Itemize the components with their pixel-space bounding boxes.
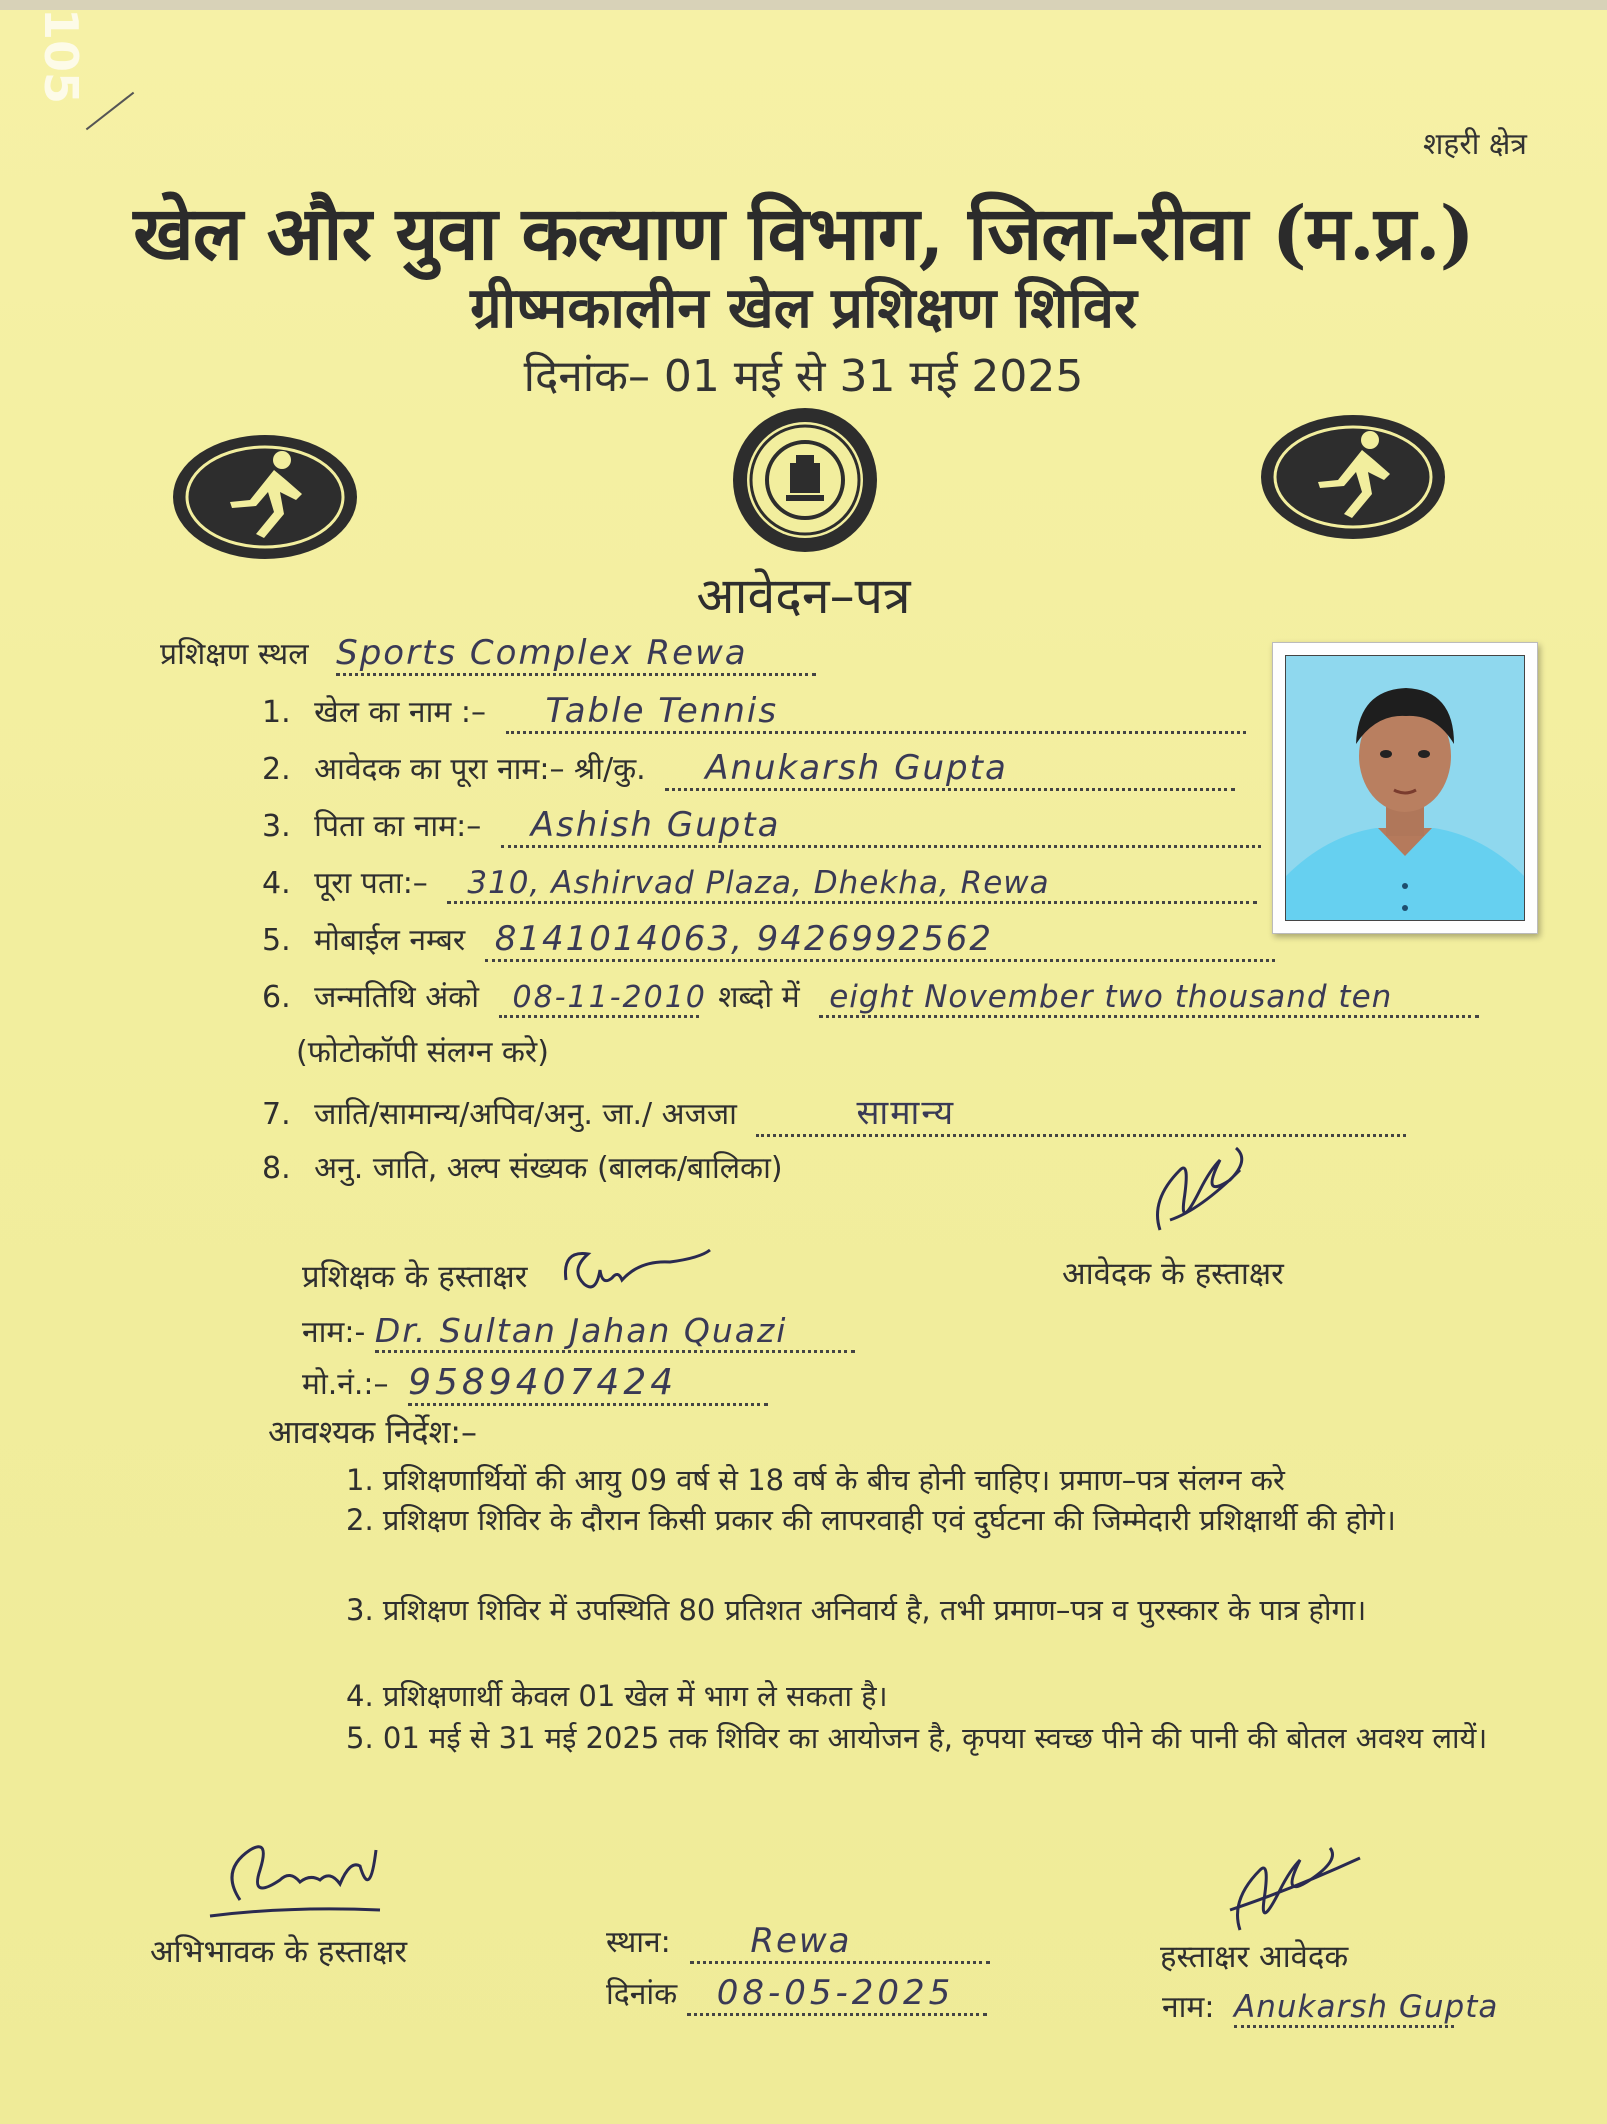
field-address xyxy=(262,861,1257,904)
sports-runner-logo-right xyxy=(1258,410,1448,545)
instruction-item: 4. प्रशिक्षणार्थी केवल 01 खेल में भाग ले सकता है। xyxy=(346,1679,888,1713)
field-minority xyxy=(262,1146,783,1187)
page-number: 105 xyxy=(34,8,88,105)
applicant-signature-label: आवेदक के हस्ताक्षर xyxy=(1062,1256,1284,1292)
trainer-signature xyxy=(560,1240,720,1300)
place-label: स्थान: xyxy=(606,1925,671,1960)
mp-government-emblem xyxy=(730,405,880,555)
applicant-name-value: Anukarsh Gupta xyxy=(705,748,1008,788)
applicant-signature-upper xyxy=(1140,1140,1260,1250)
dob-words-input[interactable] xyxy=(819,979,1479,1018)
dob-digits-input[interactable] xyxy=(499,980,707,1018)
field-caste xyxy=(262,1088,1406,1137)
field-label: जन्मतिथि अंको xyxy=(314,980,479,1015)
camp-title: ग्रीष्मकालीन खेल प्रशिक्षण शिविर xyxy=(470,275,1137,341)
field-label: जाति/सामान्य/अपिव/अनु. जा./ अजजा xyxy=(314,1097,737,1132)
instructions-heading: आवश्यक निर्देश:– xyxy=(268,1413,477,1451)
field-number: 5. xyxy=(262,923,291,958)
applicant-photo xyxy=(1272,642,1538,934)
field-dob xyxy=(262,975,1479,1018)
instruction-item: 1. प्रशिक्षणार्थियों की आयु 09 वर्ष से 18 वर्ष के बीच होनी चाहिए। प्रमाण–पत्र संलग्न करे xyxy=(346,1463,1285,1497)
date-label: दिनांक xyxy=(606,1977,678,2012)
dob-words-value: eight November two thousand ten xyxy=(829,979,1393,1015)
field-number: 4. xyxy=(262,866,291,901)
field-label: आवेदक का पूरा नाम:– श्री/कु. xyxy=(314,752,646,787)
top-edge-strip xyxy=(0,0,1607,10)
field-label: खेल का नाम :– xyxy=(314,695,486,730)
field-mobile xyxy=(262,918,1275,962)
instruction-item: 5. 01 मई से 31 मई 2025 तक शिविर का आयोजन है, कृपया स्वच्छ पीने की पानी की बोतल अवश्य लायें। xyxy=(346,1721,1488,1755)
field-number: 1. xyxy=(262,695,291,730)
address-input[interactable] xyxy=(447,865,1257,904)
photocopy-note: (फोटोकॉपी संलग्न करे) xyxy=(296,1035,549,1070)
caste-value: सामान्य xyxy=(856,1093,956,1133)
venue-row xyxy=(160,632,816,676)
department-title: खेल और युवा कल्याण विभाग, जिला-रीवा (म.प्र.) xyxy=(133,191,1474,277)
form-title: आवेदन–पत्र xyxy=(696,567,911,625)
mobile-input[interactable] xyxy=(485,919,1275,962)
dob-words-label: शब्दो में xyxy=(718,980,800,1015)
field-number: 6. xyxy=(262,980,291,1015)
trainer-mobile-value: 9589407424 xyxy=(408,1362,678,1403)
instruction-item: 3. प्रशिक्षण शिविर में उपस्थिति 80 प्रतिशत अनिवार्य है, तभी प्रमाण–पत्र व पुरस्कार के पात्र होगा। xyxy=(346,1593,1367,1627)
venue-value: Sports Complex Rewa xyxy=(336,633,748,673)
trainer-name-label: नाम:- xyxy=(302,1315,366,1350)
instruction-item: 2. प्रशिक्षण शिविर के दौरान किसी प्रकार की लापरवाही एवं दुर्घटना की जिम्मेदारी प्रशिक्षार्थी की होगे। xyxy=(346,1503,1396,1537)
address-value: 310, Ashirvad Plaza, Dhekha, Rewa xyxy=(467,865,1050,901)
place-value: Rewa xyxy=(750,1921,852,1961)
father-name-value: Ashish Gupta xyxy=(530,805,781,845)
caste-input[interactable] xyxy=(756,1088,1406,1137)
applicant-name-input[interactable] xyxy=(665,748,1235,791)
applicant-portrait xyxy=(1286,656,1524,920)
field-number: 7. xyxy=(262,1097,291,1132)
applicant-name-bottom-row xyxy=(1162,1985,1499,2028)
applicant-name-bottom-label: नाम: xyxy=(1162,1990,1215,2025)
applicant-signature-label-bottom: हस्ताक्षर आवेदक xyxy=(1160,1939,1349,1975)
field-label: अनु. जाति, अल्प संख्यक (बालक/बालिका) xyxy=(314,1151,783,1186)
field-father-name xyxy=(262,804,1261,848)
sports-runner-logo-left xyxy=(170,430,360,565)
trainer-name-value: Dr. Sultan Jahan Quazi xyxy=(374,1311,788,1350)
field-number: 8. xyxy=(262,1151,291,1186)
date-input[interactable] xyxy=(687,1973,987,2016)
area-label: शहरी क्षेत्र xyxy=(1423,127,1527,162)
trainer-name-row xyxy=(302,1310,855,1353)
place-input[interactable] xyxy=(690,1921,990,1964)
sport-name-input[interactable] xyxy=(506,691,1246,734)
field-label: मोबाईल नम्बर xyxy=(314,923,466,958)
guardian-signature-label: अभिभावक के हस्ताक्षर xyxy=(150,1934,408,1970)
dob-digits-value: 08-11-2010 xyxy=(512,980,707,1015)
camp-dates: दिनांक– 01 मई से 31 मई 2025 xyxy=(523,351,1084,402)
sport-name-value: Table Tennis xyxy=(545,691,779,731)
date-row xyxy=(606,1972,987,2016)
guardian-signature xyxy=(200,1830,400,1930)
place-row xyxy=(606,1920,990,1964)
trainer-name-input[interactable] xyxy=(375,1311,855,1353)
field-sport-name xyxy=(262,690,1246,734)
applicant-name-bottom-input[interactable] xyxy=(1234,1989,1499,2028)
field-applicant-name xyxy=(262,747,1235,791)
applicant-name-bottom-value: Anukarsh Gupta xyxy=(1234,1989,1499,2025)
applicant-signature-bottom xyxy=(1220,1840,1370,1940)
field-label: पूरा पता:– xyxy=(314,866,428,901)
father-name-input[interactable] xyxy=(501,805,1261,848)
field-number: 3. xyxy=(262,809,291,844)
trainer-signature-label: प्रशिक्षक के हस्ताक्षर xyxy=(302,1259,528,1295)
venue-label: प्रशिक्षण स्थल xyxy=(160,637,309,672)
mobile-value: 8141014063, 9426992562 xyxy=(494,919,994,959)
trainer-mobile-row xyxy=(302,1362,768,1406)
trainer-mobile-input[interactable] xyxy=(408,1362,768,1406)
date-value: 08-05-2025 xyxy=(716,1973,955,2013)
trainer-mobile-label: मो.नं.:– xyxy=(302,1367,389,1402)
venue-field[interactable] xyxy=(336,633,816,676)
field-label: पिता का नाम:– xyxy=(314,809,482,844)
field-number: 2. xyxy=(262,752,291,787)
